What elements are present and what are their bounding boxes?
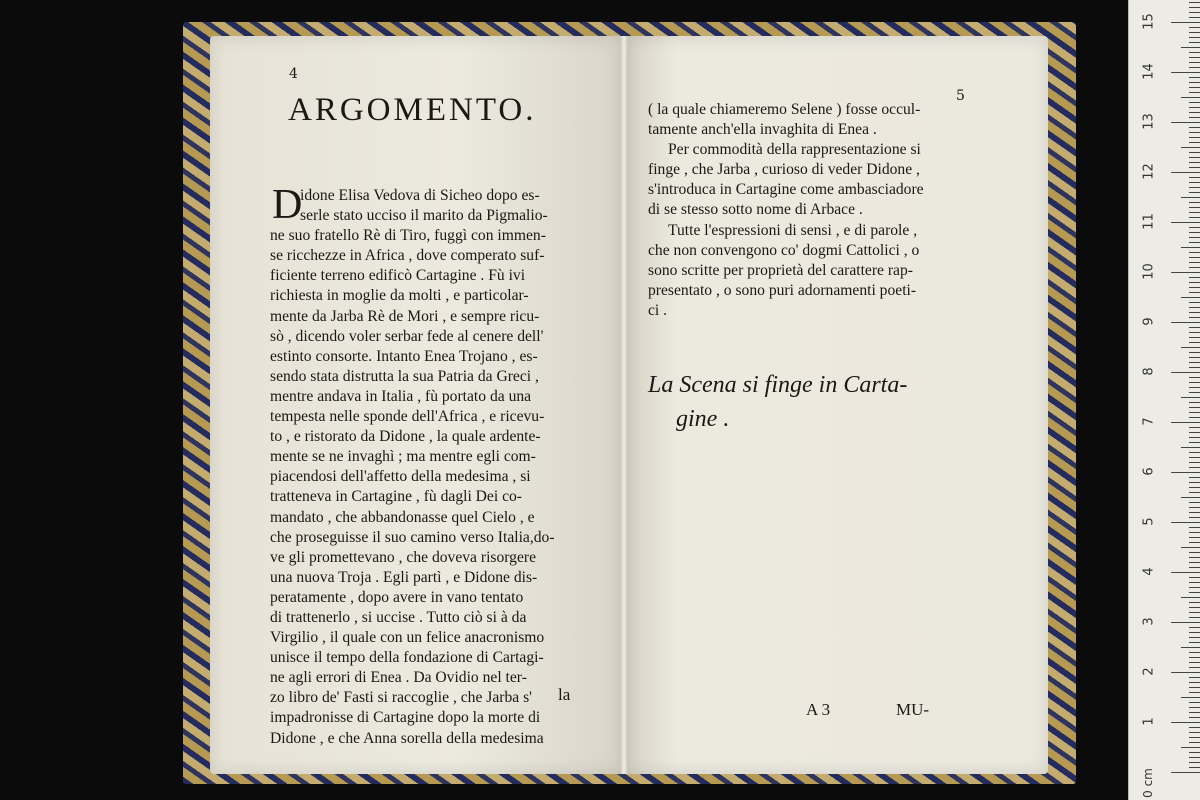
ruler-label: 6 (1141, 467, 1157, 476)
ruler-tick (1189, 27, 1200, 28)
ruler-tick (1189, 337, 1200, 338)
ruler-tick (1181, 97, 1200, 98)
ruler-tick (1189, 377, 1200, 378)
text-line: richiesta in moglie da molti , e particolar- (270, 287, 529, 305)
ruler-tick (1189, 192, 1200, 193)
ruler-tick (1189, 392, 1200, 393)
text-line: impadronisse di Cartagine dopo la morte di (270, 709, 541, 727)
ruler-label: 4 (1141, 567, 1157, 576)
ruler-tick (1189, 282, 1200, 283)
ruler-tick (1189, 467, 1200, 468)
ruler-unit-label: 0 cm (1140, 768, 1155, 798)
ruler-tick (1189, 712, 1200, 713)
ruler-tick (1189, 602, 1200, 603)
text-line: Didone , e che Anna sorella della medesima (270, 729, 544, 747)
right-catchword: MU- (896, 700, 930, 719)
ruler-label: 13 (1141, 113, 1157, 130)
ruler-tick (1189, 102, 1200, 103)
ruler-tick (1189, 82, 1200, 83)
ruler-label: 3 (1141, 617, 1157, 626)
ruler-tick (1189, 32, 1200, 33)
ruler-tick (1189, 407, 1200, 408)
ruler-tick (1189, 292, 1200, 293)
ruler-tick (1189, 587, 1200, 588)
ruler-tick (1189, 232, 1200, 233)
ruler-tick (1181, 547, 1200, 548)
left-page-number: 4 (289, 66, 298, 82)
ruler-tick (1181, 747, 1200, 748)
ruler-tick (1189, 552, 1200, 553)
text-line: che non convengono co' dogmi Cattolici , o (648, 241, 920, 259)
ruler-tick (1189, 727, 1200, 728)
ruler-tick (1189, 17, 1200, 18)
ruler-tick (1189, 487, 1200, 488)
text-line: Virgilio , il quale con un felice anacronismo (270, 629, 545, 647)
ruler-tick (1189, 332, 1200, 333)
ruler-label: 11 (1141, 213, 1157, 230)
ruler-tick (1189, 482, 1200, 483)
ruler-tick (1189, 707, 1200, 708)
ruler-tick (1189, 757, 1200, 758)
text-line: tratteneva in Cartagine , fù dagli Dei co- (270, 488, 522, 506)
ruler-tick (1189, 202, 1200, 203)
signature-mark: A 3 (806, 700, 831, 719)
ruler-tick (1189, 92, 1200, 93)
ruler-tick (1189, 567, 1200, 568)
ruler-tick (1189, 262, 1200, 263)
ruler-tick (1181, 597, 1200, 598)
text-line: estinto consorte. Intanto Enea Trojano , es- (270, 347, 538, 365)
text-line: ficiente terreno edificò Cartagine . Fù ivi (270, 267, 526, 285)
page-title: ARGOMENTO. (288, 92, 537, 128)
ruler-tick (1189, 582, 1200, 583)
right-page-number: 5 (956, 88, 965, 104)
ruler-tick (1189, 612, 1200, 613)
text-line: tamente anch'ella invaghita di Enea . (648, 121, 877, 139)
ruler-tick (1181, 297, 1200, 298)
ruler-tick (1189, 307, 1200, 308)
ruler-tick (1171, 472, 1200, 473)
text-line: mente da Jarba Rè de Mori , e sempre ricu- (270, 307, 540, 325)
ruler-tick (1189, 742, 1200, 743)
ruler-tick (1171, 22, 1200, 23)
ruler-tick (1189, 702, 1200, 703)
text-line: serle stato ucciso il marito da Pigmalio- (300, 207, 548, 225)
ruler-tick (1181, 47, 1200, 48)
ruler-tick (1189, 412, 1200, 413)
ruler-tick (1189, 237, 1200, 238)
text-line: Per commodità della rappresentazione si (668, 141, 921, 159)
ruler-tick (1189, 492, 1200, 493)
ruler-tick (1171, 422, 1200, 423)
ruler-tick (1171, 672, 1200, 673)
ruler-tick (1189, 207, 1200, 208)
scene-setting (648, 368, 907, 436)
ruler-tick (1189, 327, 1200, 328)
ruler-tick (1189, 642, 1200, 643)
ruler-tick (1171, 722, 1200, 723)
ruler-tick (1171, 572, 1200, 573)
ruler-tick (1181, 197, 1200, 198)
text-line: mentre andava in Italia , fù portato da una (270, 387, 532, 405)
ruler-tick (1189, 77, 1200, 78)
right-page-text (648, 100, 983, 321)
ruler-tick (1189, 2, 1200, 3)
ruler-tick (1189, 532, 1200, 533)
ruler-tick (1189, 132, 1200, 133)
ruler-tick (1189, 607, 1200, 608)
ruler-tick (1189, 737, 1200, 738)
ruler-tick (1189, 667, 1200, 668)
text-line: zo libro de' Fasti si raccoglie , che Jarba s' (270, 689, 532, 707)
ruler-tick (1189, 692, 1200, 693)
ruler-tick (1189, 577, 1200, 578)
ruler-label: 7 (1141, 417, 1157, 426)
ruler-tick (1189, 87, 1200, 88)
ruler-tick (1189, 437, 1200, 438)
text-line: ne agli errori di Enea . Da Ovidio nel ter- (270, 669, 527, 687)
ruler-tick (1189, 177, 1200, 178)
ruler-tick (1181, 497, 1200, 498)
ruler-tick (1189, 42, 1200, 43)
text-line: che proseguisse il suo camino verso Italia,do- (270, 528, 555, 546)
ruler-tick (1171, 322, 1200, 323)
ruler-tick (1189, 357, 1200, 358)
ruler-tick (1189, 362, 1200, 363)
ruler-tick (1189, 502, 1200, 503)
ruler-tick (1189, 152, 1200, 153)
ruler-tick (1189, 507, 1200, 508)
ruler-tick (1189, 37, 1200, 38)
ruler-tick (1189, 512, 1200, 513)
ruler-tick (1171, 272, 1200, 273)
ruler-tick (1189, 317, 1200, 318)
scene-line: gine . (676, 406, 730, 432)
ruler-tick (1189, 632, 1200, 633)
text-line: mandato , che abbandonasse quel Cielo , e (270, 508, 535, 526)
ruler-tick (1189, 212, 1200, 213)
ruler-tick (1189, 107, 1200, 108)
text-line: tempesta nelle sponde dell'Africa , e ricevu- (270, 408, 545, 426)
ruler-tick (1181, 347, 1200, 348)
ruler-tick (1189, 287, 1200, 288)
ruler-tick (1189, 217, 1200, 218)
ruler-tick (1181, 697, 1200, 698)
ruler-tick (1189, 627, 1200, 628)
ruler-tick (1181, 147, 1200, 148)
book-gutter (620, 36, 628, 774)
ruler-tick (1189, 537, 1200, 538)
left-catchword: la (558, 685, 571, 704)
ruler-tick (1189, 652, 1200, 653)
ruler-tick (1189, 117, 1200, 118)
ruler-tick (1189, 717, 1200, 718)
ruler-tick (1189, 767, 1200, 768)
ruler-tick (1189, 367, 1200, 368)
text-line: ne suo fratello Rè di Tiro, fuggì con immen- (270, 227, 546, 245)
text-line: di trattenerlo , si uccise . Tutto ciò si à da (270, 608, 527, 626)
ruler-tick (1189, 352, 1200, 353)
ruler-label: 12 (1141, 163, 1157, 180)
ruler-label: 15 (1141, 13, 1157, 30)
ruler-tick (1189, 387, 1200, 388)
ruler-tick (1189, 127, 1200, 128)
ruler-tick (1189, 342, 1200, 343)
ruler-tick (1181, 647, 1200, 648)
text-line: di se stesso sotto nome di Arbace . (648, 201, 863, 219)
ruler-tick (1189, 62, 1200, 63)
ruler-tick (1189, 562, 1200, 563)
ruler-tick (1171, 122, 1200, 123)
ruler-tick (1189, 457, 1200, 458)
ruler-tick (1189, 302, 1200, 303)
ruler-tick (1189, 12, 1200, 13)
ruler-tick (1189, 402, 1200, 403)
ruler-tick (1189, 67, 1200, 68)
ruler-tick (1189, 417, 1200, 418)
text-line: sendo stata distrutta la sua Patria da Greci , (270, 367, 539, 385)
ruler-tick (1189, 442, 1200, 443)
ruler-tick (1171, 772, 1200, 773)
ruler-tick (1171, 622, 1200, 623)
ruler-tick (1181, 247, 1200, 248)
ruler-tick (1189, 382, 1200, 383)
text-line: presentato , o sono puri adornamenti poeti- (648, 281, 917, 299)
ruler-tick (1189, 227, 1200, 228)
ruler-tick (1189, 452, 1200, 453)
ruler-tick (1189, 267, 1200, 268)
ruler-tick (1189, 662, 1200, 663)
ruler-tick (1189, 617, 1200, 618)
ruler-label: 8 (1141, 367, 1157, 376)
ruler-tick (1189, 242, 1200, 243)
ruler-tick (1189, 162, 1200, 163)
ruler-label: 5 (1141, 517, 1157, 526)
ruler-label: 9 (1141, 317, 1157, 326)
text-line: idone Elisa Vedova di Sicheo dopo es- (300, 187, 540, 204)
text-line: sò , dicendo voler serbar fede al cenere dell' (270, 327, 544, 345)
ruler-tick (1189, 542, 1200, 543)
text-line: sono scritte per proprietà del carattere rap- (648, 261, 913, 279)
ruler-tick (1189, 427, 1200, 428)
ruler-tick (1171, 72, 1200, 73)
text-line: mente se ne invaghì ; ma mentre egli com- (270, 448, 536, 466)
text-line: piacendosi dell'affetto della medesima , si (270, 468, 531, 486)
text-line: unisce il tempo della fondazione di Cartagi- (270, 649, 544, 667)
ruler-label: 10 (1141, 263, 1157, 280)
text-line: ( la quale chiameremo Selene ) fosse occul- (648, 101, 921, 118)
ruler-tick (1171, 222, 1200, 223)
ruler-tick (1189, 637, 1200, 638)
text-line: una nuova Troja . Egli partì , e Didone dis- (270, 568, 538, 586)
ruler-tick (1171, 522, 1200, 523)
text-line: to , e ristorato da Didone , la quale ardente- (270, 428, 541, 446)
ruler-tick (1189, 157, 1200, 158)
text-line: Tutte l'espressioni di sensi , e di parole , (668, 221, 918, 239)
ruler-label: 2 (1141, 667, 1157, 676)
text-line: s'introduca in Cartagine come ambasciadore (648, 181, 924, 199)
ruler-tick (1189, 762, 1200, 763)
ruler-tick (1189, 657, 1200, 658)
ruler-tick (1189, 252, 1200, 253)
ruler-tick (1189, 677, 1200, 678)
text-line: se ricchezze in Africa , dove comperato suf- (270, 247, 545, 265)
text-line: peratamente , dopo avere in vano tentato (270, 588, 524, 606)
ruler-tick (1189, 277, 1200, 278)
ruler-tick (1181, 397, 1200, 398)
ruler-tick (1171, 372, 1200, 373)
ruler-tick (1189, 52, 1200, 53)
ruler-tick (1189, 187, 1200, 188)
ruler-label: 1 (1141, 717, 1157, 726)
text-line: ci . (648, 301, 668, 319)
ruler-tick (1189, 112, 1200, 113)
ruler-tick (1189, 182, 1200, 183)
argomento-text (270, 182, 592, 749)
ruler-tick (1189, 167, 1200, 168)
text-line: finge , che Jarba , curioso di veder Didone , (648, 161, 920, 179)
ruler-tick (1189, 682, 1200, 683)
ruler-tick (1189, 57, 1200, 58)
ruler-tick (1171, 172, 1200, 173)
ruler-label: 14 (1141, 63, 1157, 80)
ruler-tick (1181, 447, 1200, 448)
text-line: ve gli promettevano , che doveva risorgere (270, 548, 537, 566)
ruler-tick (1189, 462, 1200, 463)
ruler-tick (1189, 257, 1200, 258)
ruler-tick (1189, 7, 1200, 8)
ruler-tick (1189, 557, 1200, 558)
ruler-tick (1189, 517, 1200, 518)
ruler-tick (1189, 752, 1200, 753)
ruler-tick (1189, 527, 1200, 528)
ruler-tick (1189, 312, 1200, 313)
ruler-tick (1189, 142, 1200, 143)
measurement-ruler (1128, 0, 1200, 800)
ruler-tick (1189, 687, 1200, 688)
ruler-tick (1189, 137, 1200, 138)
ruler-tick (1189, 732, 1200, 733)
ruler-tick (1189, 432, 1200, 433)
ruler-tick (1189, 477, 1200, 478)
drop-cap: D (272, 182, 303, 228)
scene-line: La Scena si finge in Carta- (648, 372, 908, 398)
ruler-tick (1189, 592, 1200, 593)
